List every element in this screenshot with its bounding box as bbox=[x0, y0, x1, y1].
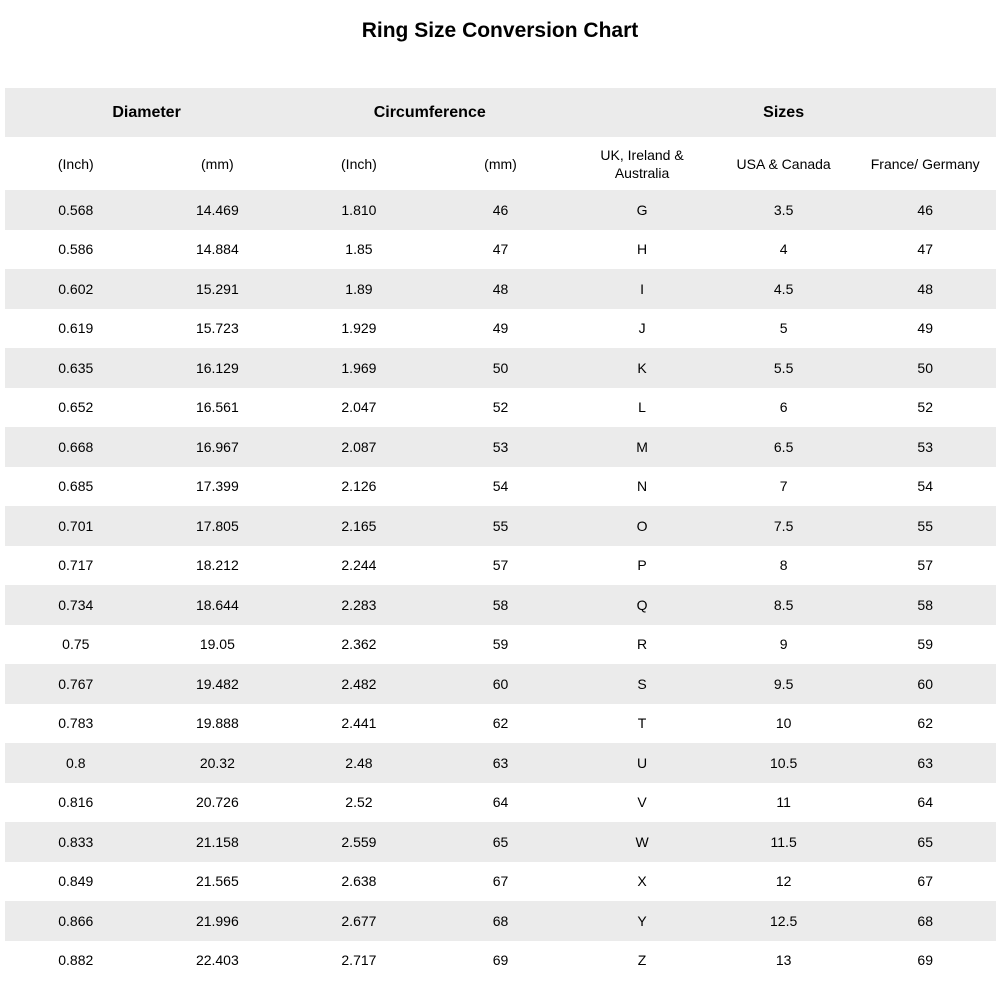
table-row bbox=[5, 546, 996, 586]
table-cell: 18.212 bbox=[195, 557, 239, 574]
table-cell: G bbox=[636, 201, 648, 218]
table-cell: 67 bbox=[917, 873, 933, 890]
table-cell: W bbox=[635, 833, 649, 850]
table-cell: S bbox=[637, 675, 647, 692]
table-cell: 0.849 bbox=[58, 873, 94, 890]
table-cell: 59 bbox=[492, 636, 509, 653]
table-cell: 4.5 bbox=[773, 280, 794, 297]
table-cell: 10.5 bbox=[770, 754, 798, 771]
table-cell: 54 bbox=[492, 478, 509, 495]
table-cell: H bbox=[637, 241, 648, 258]
table-cell: 14.884 bbox=[195, 241, 239, 258]
table-cell: 60 bbox=[917, 675, 933, 692]
table-cell: 1.810 bbox=[341, 201, 377, 218]
table-row bbox=[5, 743, 996, 783]
table-cell: 14.469 bbox=[195, 201, 239, 218]
table-cell: 2.087 bbox=[341, 438, 377, 455]
table-cell: 50 bbox=[492, 359, 509, 376]
table-cell: 2.48 bbox=[345, 754, 373, 771]
table-cell: 67 bbox=[492, 873, 509, 890]
table-cell: 1.89 bbox=[345, 280, 373, 297]
table-cell: 0.635 bbox=[58, 359, 94, 376]
table-cell: 15.291 bbox=[195, 280, 239, 297]
table-cell: R bbox=[637, 636, 648, 653]
table-row bbox=[5, 625, 996, 665]
column-header-france-germany: France/ Germany bbox=[870, 155, 980, 172]
table-cell: 2.52 bbox=[345, 794, 373, 811]
table-cell: Z bbox=[637, 952, 647, 969]
table-cell: 64 bbox=[492, 794, 509, 811]
table-cell: 2.047 bbox=[341, 399, 377, 416]
table-cell: 0.75 bbox=[62, 636, 90, 653]
table-body bbox=[5, 190, 996, 980]
table-cell: 2.717 bbox=[341, 952, 377, 969]
table-cell: 2.677 bbox=[341, 912, 377, 929]
table-cell: M bbox=[636, 438, 648, 455]
table-cell: 0.717 bbox=[58, 557, 94, 574]
table-cell: 0.783 bbox=[58, 715, 94, 732]
table-cell: 2.482 bbox=[341, 675, 377, 692]
table-cell: 0.685 bbox=[58, 478, 94, 495]
table-cell: 5 bbox=[779, 320, 788, 337]
table-cell: 48 bbox=[917, 280, 933, 297]
table-cell: 58 bbox=[492, 596, 509, 613]
table-row bbox=[5, 941, 996, 981]
table-cell: 18.644 bbox=[195, 596, 239, 613]
page-title: Ring Size Conversion Chart bbox=[361, 19, 639, 42]
group-header-circumference: Circumference bbox=[373, 103, 486, 121]
table-cell: 16.967 bbox=[195, 438, 239, 455]
table-cell: O bbox=[636, 517, 648, 534]
table-cell: 17.805 bbox=[195, 517, 239, 534]
table-cell: 69 bbox=[917, 952, 933, 969]
table-cell: 19.888 bbox=[195, 715, 239, 732]
table-cell: 12 bbox=[775, 873, 792, 890]
table-cell: 0.8 bbox=[66, 754, 86, 771]
table-cell: 65 bbox=[917, 833, 933, 850]
table-column-header-row bbox=[5, 137, 996, 190]
table-cell: 6 bbox=[779, 399, 788, 416]
table-cell: 3.5 bbox=[773, 201, 794, 218]
column-header-usa-canada: USA & Canada bbox=[736, 155, 831, 172]
table-cell: T bbox=[637, 715, 647, 732]
table-row bbox=[5, 230, 996, 270]
table-cell: 1.969 bbox=[341, 359, 377, 376]
table-cell: 55 bbox=[492, 517, 509, 534]
table-cell: 19.05 bbox=[199, 636, 235, 653]
table-row bbox=[5, 388, 996, 428]
table-cell: 0.668 bbox=[58, 438, 94, 455]
table-cell: 57 bbox=[917, 557, 933, 574]
table-cell: 9 bbox=[779, 636, 788, 653]
table-cell: 21.158 bbox=[195, 833, 239, 850]
table-cell: 0.767 bbox=[58, 675, 94, 692]
table-cell: 63 bbox=[917, 754, 933, 771]
table-cell: 60 bbox=[492, 675, 509, 692]
table-cell: 2.283 bbox=[341, 596, 377, 613]
table-cell: 52 bbox=[917, 399, 933, 416]
table-cell: 0.882 bbox=[58, 952, 94, 969]
table-cell: I bbox=[640, 280, 644, 297]
table-cell: 0.652 bbox=[58, 399, 94, 416]
table-cell: 0.602 bbox=[58, 280, 94, 297]
table-cell: 21.565 bbox=[195, 873, 239, 890]
table-cell: 69 bbox=[492, 952, 509, 969]
table-row bbox=[5, 348, 996, 388]
table-cell: 64 bbox=[917, 794, 933, 811]
table-cell: 65 bbox=[492, 833, 509, 850]
table-cell: 49 bbox=[492, 320, 509, 337]
table-cell: U bbox=[637, 754, 648, 771]
column-header-diameter-mm: (mm) bbox=[201, 155, 234, 172]
table-cell: 20.32 bbox=[199, 754, 235, 771]
table-cell: 8.5 bbox=[773, 596, 794, 613]
table-cell: 6.5 bbox=[773, 438, 794, 455]
table-row bbox=[5, 467, 996, 507]
table-cell: 57 bbox=[492, 557, 509, 574]
table-cell: 9.5 bbox=[773, 675, 794, 692]
table-cell: 47 bbox=[492, 241, 509, 258]
table-cell: 58 bbox=[917, 596, 933, 613]
table-cell: 2.126 bbox=[341, 478, 377, 495]
table-cell: N bbox=[637, 478, 648, 495]
table-cell: 48 bbox=[492, 280, 509, 297]
group-header-diameter: Diameter bbox=[112, 103, 181, 121]
table-cell: Q bbox=[636, 596, 648, 613]
column-header-uk-ireland-australia: UK, Ireland & Australia bbox=[600, 146, 684, 181]
table-cell: 19.482 bbox=[195, 675, 239, 692]
ring-size-conversion-table bbox=[5, 88, 996, 980]
table-cell: 49 bbox=[917, 320, 933, 337]
table-cell: 16.561 bbox=[195, 399, 239, 416]
table-cell: P bbox=[637, 557, 647, 574]
table-cell: 46 bbox=[492, 201, 509, 218]
table-row bbox=[5, 585, 996, 625]
table-cell: 0.619 bbox=[58, 320, 94, 337]
table-cell: 1.929 bbox=[341, 320, 377, 337]
column-header-diameter-inch: (Inch) bbox=[57, 155, 94, 172]
column-header-circumference-inch: (Inch) bbox=[341, 155, 377, 172]
table-cell: 50 bbox=[917, 359, 933, 376]
table-row bbox=[5, 427, 996, 467]
table-cell: 20.726 bbox=[195, 794, 239, 811]
table-cell: Y bbox=[637, 912, 647, 929]
table-cell: V bbox=[637, 794, 647, 811]
table-cell: 2.559 bbox=[341, 833, 377, 850]
table-cell: 8 bbox=[779, 557, 788, 574]
table-cell: 53 bbox=[492, 438, 509, 455]
table-row bbox=[5, 269, 996, 309]
table-row bbox=[5, 822, 996, 862]
table-cell: 11.5 bbox=[770, 833, 797, 850]
table-cell: 15.723 bbox=[195, 320, 239, 337]
table-cell: 22.403 bbox=[195, 952, 239, 969]
table-cell: 1.85 bbox=[345, 241, 373, 258]
table-cell: 0.816 bbox=[58, 794, 94, 811]
table-row bbox=[5, 506, 996, 546]
table-cell: 54 bbox=[917, 478, 933, 495]
table-cell: 4 bbox=[779, 241, 788, 258]
table-cell: 2.638 bbox=[341, 873, 377, 890]
group-header-sizes: Sizes bbox=[763, 103, 805, 121]
table-cell: 53 bbox=[917, 438, 933, 455]
table-cell: 52 bbox=[492, 399, 509, 416]
table-cell: 2.441 bbox=[341, 715, 377, 732]
table-cell: 47 bbox=[917, 241, 933, 258]
table-cell: L bbox=[638, 399, 646, 416]
table-cell: 2.244 bbox=[341, 557, 377, 574]
table-cell: X bbox=[637, 873, 647, 890]
table-cell: 10 bbox=[775, 715, 792, 732]
table-cell: K bbox=[637, 359, 647, 376]
table-row bbox=[5, 862, 996, 902]
table-row bbox=[5, 664, 996, 704]
table-cell: 68 bbox=[917, 912, 933, 929]
table-cell: 17.399 bbox=[195, 478, 239, 495]
table-cell: 0.833 bbox=[58, 833, 94, 850]
table-cell: 13 bbox=[775, 952, 792, 969]
table-cell: 0.734 bbox=[58, 596, 94, 613]
table-cell: 0.866 bbox=[58, 912, 94, 929]
table-cell: 62 bbox=[492, 715, 509, 732]
table-row bbox=[5, 901, 996, 941]
table-row bbox=[5, 309, 996, 349]
table-cell: 7.5 bbox=[773, 517, 794, 534]
table-cell: 0.568 bbox=[58, 201, 94, 218]
table-cell: 46 bbox=[917, 201, 933, 218]
table-cell: 0.701 bbox=[58, 517, 94, 534]
table-row bbox=[5, 190, 996, 230]
table-cell: 68 bbox=[492, 912, 509, 929]
table-row bbox=[5, 783, 996, 823]
table-cell: 62 bbox=[917, 715, 933, 732]
table-cell: 63 bbox=[492, 754, 509, 771]
table-cell: 12.5 bbox=[770, 912, 798, 929]
table-cell: 55 bbox=[917, 517, 933, 534]
table-row bbox=[5, 704, 996, 744]
table-cell: 7 bbox=[779, 478, 788, 495]
table-cell: 16.129 bbox=[195, 359, 239, 376]
table-cell: 59 bbox=[917, 636, 933, 653]
table-cell: 21.996 bbox=[195, 912, 239, 929]
table-cell: 5.5 bbox=[773, 359, 794, 376]
table-cell: 2.165 bbox=[341, 517, 377, 534]
table-cell: 2.362 bbox=[341, 636, 377, 653]
table-cell: 11 bbox=[776, 794, 791, 811]
table-cell: 0.586 bbox=[58, 241, 94, 258]
table-group-header-row bbox=[5, 88, 996, 137]
table-cell: J bbox=[638, 320, 646, 337]
column-header-circumference-mm: (mm) bbox=[484, 155, 517, 172]
